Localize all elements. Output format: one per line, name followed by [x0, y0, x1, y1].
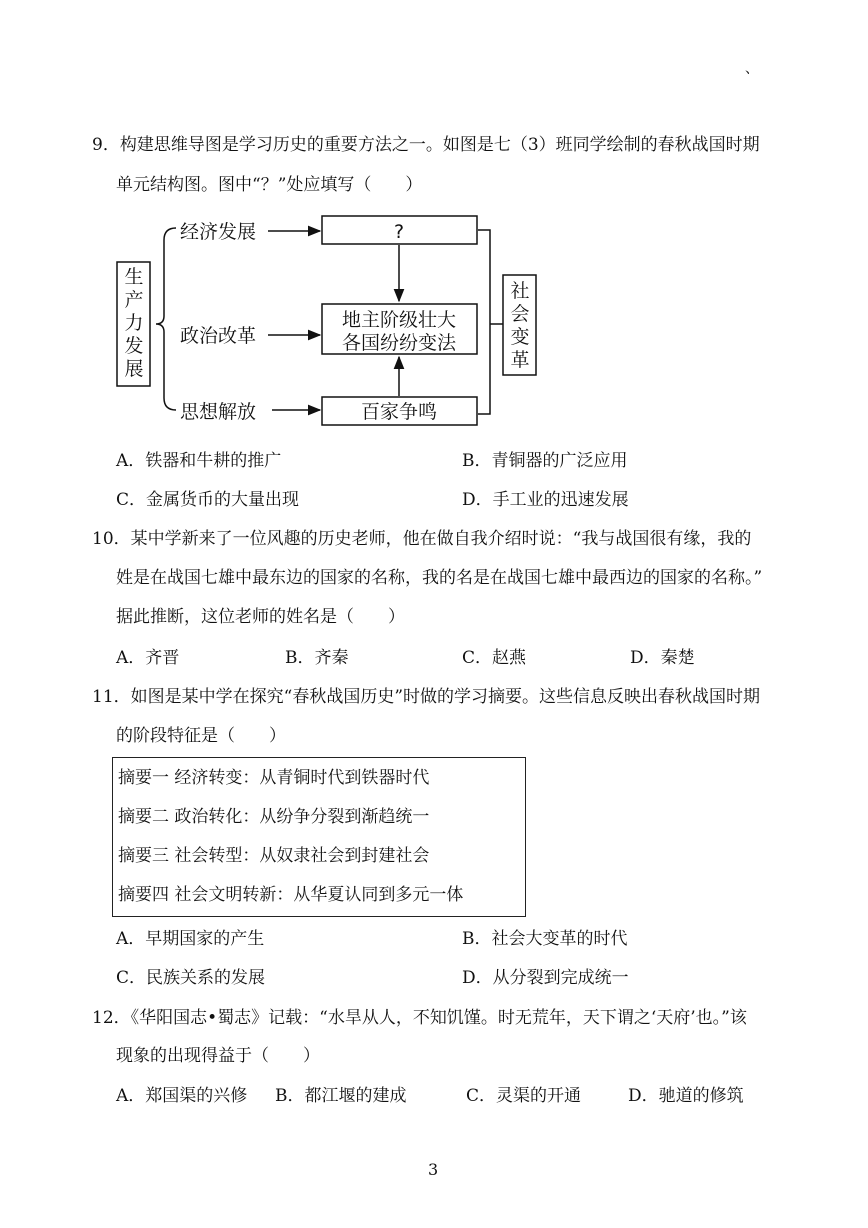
left-brace — [156, 228, 176, 410]
q9-mind-map-diagram — [0, 0, 868, 440]
hundred-schools-label: 百家争鸣 — [360, 401, 438, 423]
social-change-char-3: 变 — [510, 326, 530, 348]
q9-stem-line2: 单元结构图。图中“？”处应填写（ ） — [116, 175, 423, 195]
q11-stem-line2: 的阶段特征是（ ） — [116, 726, 286, 746]
q12-option-b[interactable]: B．都江堰的建成 — [275, 1086, 407, 1106]
q12-option-a[interactable]: A．郑国渠的兴修 — [116, 1086, 248, 1106]
q10-stem-line1: 10．某中学新来了一位风趣的历史老师，他在做自我介绍时说：“我与战国很有缘，我的 — [92, 529, 752, 549]
q11-option-a[interactable]: A．早期国家的产生 — [116, 929, 265, 949]
productivity-char-2: 产 — [124, 289, 144, 311]
social-change-char-1: 社 — [510, 280, 530, 302]
q10-option-c[interactable]: C．赵燕 — [462, 648, 527, 668]
q12-option-d[interactable]: D．驰道的修筑 — [628, 1086, 744, 1106]
branch-politics-label: 政治改革 — [180, 325, 257, 347]
unknown-box-label: ? — [393, 221, 405, 243]
q11-summary-4: 摘要四 社会文明转新：从华夏认同到多元一体 — [118, 885, 464, 905]
productivity-char-5: 展 — [124, 358, 144, 380]
q11-stem-line1: 11．如图是某中学在探究“春秋战国历史”时做的学习摘要。这些信息反映出春秋战国时期 — [92, 687, 761, 707]
q12-stem-line2: 现象的出现得益于（ ） — [116, 1046, 320, 1066]
q9-option-c[interactable]: C．金属货币的大量出现 — [116, 490, 300, 510]
branch-thought-label: 思想解放 — [180, 401, 257, 423]
q9-option-b[interactable]: B．青铜器的广泛应用 — [462, 451, 628, 471]
q10-option-d[interactable]: D．秦楚 — [630, 648, 695, 668]
landlord-reform-line1: 地主阶级壮大 — [341, 309, 457, 331]
productivity-char-1: 生 — [124, 266, 144, 288]
social-change-char-4: 革 — [510, 349, 530, 371]
q11-option-d[interactable]: D．从分裂到完成统一 — [462, 968, 629, 988]
q12-stem-line1: 12．《华阳国志•蜀志》记载：“水旱从人，不知饥馑。时无荒年，天下谓之‘天府’也。”该 — [92, 1008, 747, 1028]
q10-option-a[interactable]: A．齐晋 — [116, 648, 180, 668]
right-bracket — [478, 230, 490, 414]
q12-option-c[interactable]: C．灵渠的开通 — [466, 1086, 582, 1106]
q9-option-a[interactable]: A．铁器和牛耕的推广 — [116, 451, 282, 471]
q11-option-c[interactable]: C．民族关系的发展 — [116, 968, 266, 988]
page-number: 3 — [428, 1160, 439, 1179]
q9-option-d[interactable]: D．手工业的迅速发展 — [462, 490, 629, 510]
q11-summary-2: 摘要二 政治转化：从纷争分裂到渐趋统一 — [118, 807, 430, 827]
branch-economy-label: 经济发展 — [180, 221, 257, 243]
productivity-char-3: 力 — [124, 312, 144, 334]
landlord-reform-line2: 各国纷纷变法 — [341, 332, 457, 354]
q11-summary-3: 摘要三 社会转型：从奴隶社会到封建社会 — [118, 846, 430, 866]
corner-mark: 、 — [745, 61, 759, 77]
q11-summary-1: 摘要一 经济转变：从青铜时代到铁器时代 — [118, 768, 430, 788]
productivity-char-4: 发 — [124, 335, 144, 357]
q9-stem-line1: 9．构建思维导图是学习历史的重要方法之一。如图是七（3）班同学绘制的春秋战国时期 — [92, 135, 760, 155]
q11-option-b[interactable]: B．社会大变革的时代 — [462, 929, 628, 949]
q10-stem-line3: 据此推断，这位老师的姓名是（ ） — [116, 607, 405, 627]
q10-option-b[interactable]: B．齐秦 — [285, 648, 349, 668]
q10-stem-line2: 姓是在战国七雄中最东边的国家的名称，我的名是在战国七雄中最西边的国家的名称。” — [116, 568, 763, 588]
social-change-char-2: 会 — [510, 303, 530, 325]
